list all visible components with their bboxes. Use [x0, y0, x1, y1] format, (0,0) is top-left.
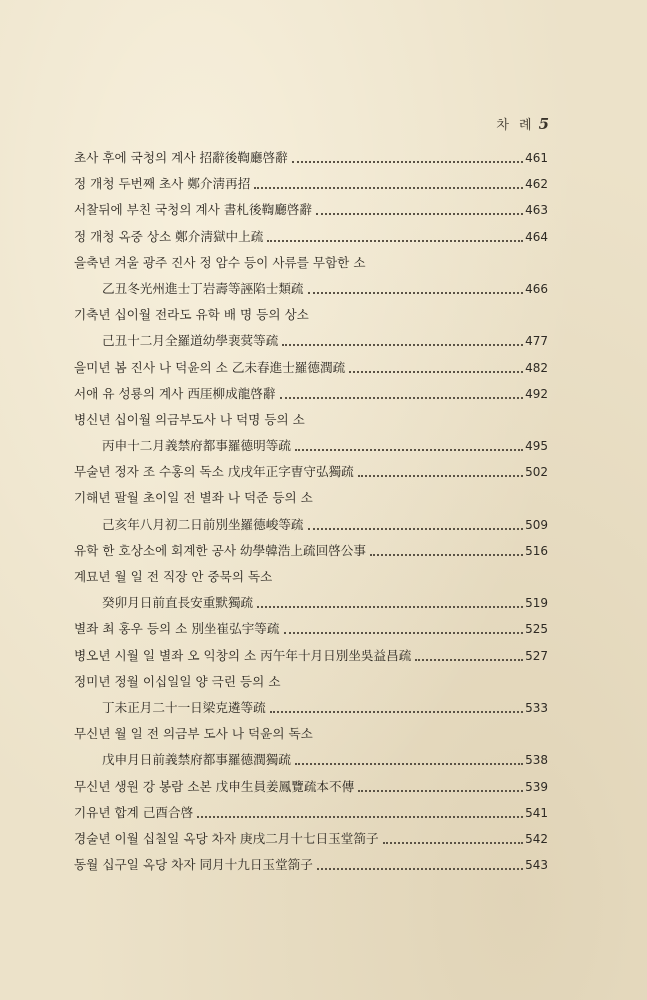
toc-entry: [74, 250, 548, 276]
dot-leader: [254, 179, 523, 189]
toc-entry-page: 527: [525, 648, 548, 663]
toc-entry-title: 을미년 봄 진사 나 덕윤의 소 乙未春進士羅德潤疏: [74, 359, 346, 375]
toc-entry-page: 495: [525, 439, 548, 454]
header-page-number: 5: [538, 115, 552, 133]
toc-entry: [74, 564, 548, 590]
toc-entry-title: 己丑十二月全羅道幼學裵蓂等疏: [102, 333, 279, 349]
toc-entry-title: 정미년 정월 이십일일 양 극린 등의 소: [74, 673, 281, 689]
toc-entry: [74, 355, 548, 381]
toc-entry-title: 丙申十二月義禁府都事羅德明等疏: [102, 438, 291, 454]
toc-entry-title: 己亥年八月初二日前別坐羅德峻等疏: [102, 516, 304, 532]
toc-entry-page: 492: [525, 386, 548, 401]
dot-leader: [415, 651, 523, 661]
toc-entry-page: 538: [525, 753, 548, 768]
toc-entry: [74, 721, 548, 747]
dot-leader: [317, 860, 523, 870]
dot-leader: [308, 284, 524, 294]
dot-leader: [316, 205, 523, 215]
toc-entry: [74, 538, 548, 564]
toc-entry: [74, 643, 548, 669]
toc-entry: [74, 616, 548, 642]
toc-entry-title: 무술년 정자 조 수홍의 독소 戊戌年正字曺守弘獨疏: [74, 464, 354, 480]
toc-entry: [74, 328, 548, 354]
table-of-contents: [74, 145, 548, 878]
toc-entry-title: 정 개청 두번째 초사 鄭介淸再招: [74, 176, 251, 192]
dot-leader: [280, 389, 524, 399]
toc-entry-title: 동월 십구일 옥당 차자 同月十九日玉堂箚子: [74, 857, 313, 873]
toc-entry: [74, 407, 548, 433]
toc-entry-title: 戊申月日前義禁府都事羅德潤獨疏: [102, 752, 291, 768]
toc-entry-page: 519: [525, 596, 548, 611]
toc-entry: [74, 145, 548, 171]
toc-entry-title: 서찰뒤에 부친 국청의 계사 書札後鞫廳啓辭: [74, 202, 312, 218]
dot-leader: [270, 703, 523, 713]
toc-entry: [74, 276, 548, 302]
toc-entry: [74, 747, 548, 773]
dot-leader: [295, 755, 523, 765]
toc-entry-page: 466: [525, 281, 548, 296]
toc-entry-title: 정 개청 옥중 상소 鄭介淸獄中上疏: [74, 228, 264, 244]
toc-entry-title: 乙丑冬光州進士丁岩壽等誣陷士類疏: [102, 280, 304, 296]
running-header: [422, 114, 552, 133]
toc-entry: [74, 590, 548, 616]
toc-entry-title: 기해년 팔월 초이일 전 별좌 나 덕준 등의 소: [74, 490, 313, 506]
dot-leader: [267, 232, 523, 242]
toc-entry: [74, 512, 548, 538]
dot-leader: [349, 363, 523, 373]
toc-entry: [74, 800, 548, 826]
toc-entry-title: 초사 후에 국청의 계사 招辭後鞫廳啓辭: [74, 150, 288, 165]
toc-entry: [74, 774, 548, 800]
toc-entry-page: 543: [525, 858, 548, 873]
toc-entry-title: 별좌 최 홍우 등의 소 別坐崔弘宇等疏: [74, 621, 280, 637]
toc-entry-page: 461: [525, 151, 548, 165]
toc-entry-page: 516: [525, 543, 548, 558]
toc-entry-title: 기축년 십이월 전라도 유학 배 명 등의 상소: [74, 307, 309, 323]
toc-entry-title: 丁未正月二十一日梁克遴等疏: [102, 699, 266, 715]
toc-entry-title: 을축년 겨울 광주 진사 정 암수 등이 사류를 무함한 소: [74, 254, 366, 270]
toc-entry: [74, 826, 548, 852]
toc-entry-title: 유학 한 호상소에 회계한 공사 幼學韓浩上疏回啓公事: [74, 542, 366, 558]
toc-entry-page: 463: [525, 203, 548, 218]
dot-leader: [358, 467, 523, 477]
toc-entry-page: 509: [525, 517, 548, 532]
toc-entry: [74, 302, 548, 328]
toc-entry-page: 477: [525, 334, 548, 349]
toc-entry-title: 기유년 합계 己酉合啓: [74, 804, 194, 820]
toc-entry-title: 서애 유 성룡의 계사 西厓柳成龍啓辭: [74, 385, 276, 401]
toc-entry: [74, 381, 548, 407]
toc-entry: [74, 695, 548, 721]
dot-leader: [383, 834, 524, 844]
toc-entry-title: 무신년 월 일 전 의금부 도사 나 덕윤의 독소: [74, 726, 313, 742]
toc-entry-page: 525: [525, 622, 548, 637]
header-label: 차 례: [496, 118, 535, 133]
toc-entry: [74, 171, 548, 197]
toc-entry-page: 533: [525, 700, 548, 715]
toc-entry-page: 502: [525, 465, 548, 480]
toc-entry-page: 542: [525, 831, 548, 846]
toc-entry-title: 계묘년 월 일 전 직장 안 중묵의 독소: [74, 569, 273, 584]
toc-entry-title: 병신년 십이월 의금부도사 나 덕명 등의 소: [74, 411, 305, 427]
toc-entry-title: 癸卯月日前直長安重默獨疏: [102, 595, 254, 611]
dot-leader: [197, 808, 523, 818]
toc-entry-title: 경술년 이월 십칠일 옥당 차자 庚戌二月十七日玉堂箚子: [74, 830, 379, 846]
toc-entry-page: 541: [525, 805, 548, 820]
dot-leader: [292, 153, 523, 163]
dot-leader: [295, 441, 523, 451]
dot-leader: [257, 598, 523, 608]
toc-entry: [74, 433, 548, 459]
toc-entry: [74, 669, 548, 695]
toc-entry-title: 무신년 생원 강 봉람 소본 戊申生員姜鳳覽疏本不傳: [74, 778, 355, 794]
toc-entry-page: 482: [525, 360, 548, 375]
toc-entry: [74, 485, 548, 511]
toc-entry: [74, 459, 548, 485]
toc-entry-page: 464: [525, 229, 548, 244]
toc-entry: [74, 852, 548, 878]
dot-leader: [284, 624, 524, 634]
toc-entry-title: 병오년 시월 일 별좌 오 익창의 소 丙午年十月日別坐吳益昌疏: [74, 647, 412, 663]
dot-leader: [282, 336, 523, 346]
dot-leader: [308, 520, 524, 530]
toc-entry: [74, 197, 548, 223]
toc-entry: [74, 224, 548, 250]
toc-entry-page: 462: [525, 177, 548, 192]
dot-leader: [370, 546, 523, 556]
toc-entry-page: 539: [525, 779, 548, 794]
dot-leader: [358, 782, 523, 792]
